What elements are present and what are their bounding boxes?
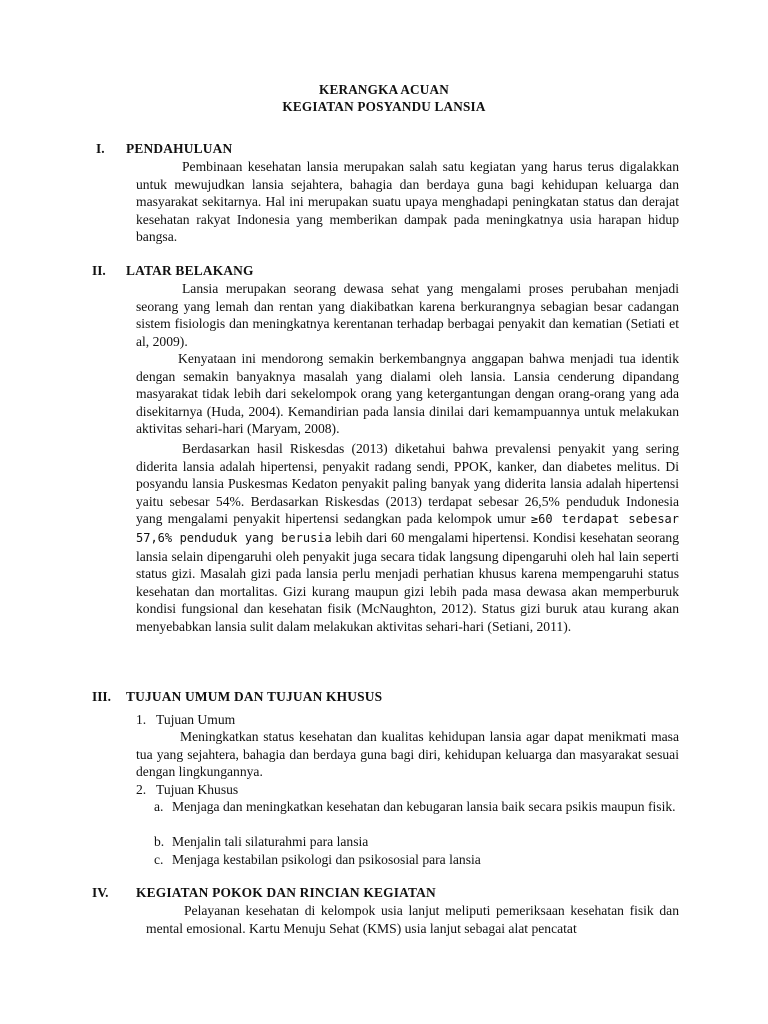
paragraph-3-text-mono: ≥60 terdapat sebesar 57,6% penduduk yang berusia: [136, 512, 679, 545]
list-item-2-text: Tujuan Khusus: [156, 782, 239, 797]
section-4-number: IV.: [92, 885, 109, 900]
section-2-paragraph-1: Lansia merupakan seorang dewasa sehat yang mengalami proses perubahan menjadi seorang yang lemah dan rentan yang diakibatkan karena berkurangnya sebagian besar cadangan sistem fisiologis dan meningkatnya kerentanan terhadap berbagai penyakit dan kematian (Setiati et al, 2009).: [136, 281, 679, 349]
sub-item-c: [154, 851, 679, 869]
section-4-paragraph-1: Pelayanan kesehatan di kelompok usia lanjut meliputi pemeriksaan kesehatan fisik dan mental emosional. Kartu Menuju Sehat (KMS) usia lanjut sebagai alat pencatat: [146, 903, 679, 936]
list-item-1: [136, 711, 235, 729]
sub-item-b: [154, 833, 679, 851]
section-2-paragraph-2: Kenyataan ini mendorong semakin berkembangnya anggapan bahwa menjadi tua identik dengan semakin banyaknya masalah yang dialami oleh lansia. Lansia cenderung dipandang masyarakat tidak lebih dari sekelompok orang yang ketergantungan dengan orang-orang yang ada disekitarnya (Huda, 2004). Kemandirian pada lansia dinilai dari kemampuannya untuk melakukan aktivitas sehari-hari (Maryam, 2008).: [136, 351, 679, 437]
list-item-2-label: 2.: [136, 782, 147, 797]
section-3-item-1-paragraph: Meningkatkan status kesehatan dan kualitas kehidupan lansia agar dapat menikmati masa tua yang sejahtera, bahagia dan berdaya guna bagi diri, kehidupan keluarga dan masyarakat sesuai dengan lingkungannya.: [136, 729, 679, 780]
section-3-title: TUJUAN UMUM DAN TUJUAN KHUSUS: [126, 689, 383, 704]
list-item-1-text: Tujuan Umum: [156, 712, 236, 727]
document-title-line2: KEGIATAN POSYANDU LANSIA: [282, 99, 486, 114]
sub-item-a-label: a.: [154, 799, 164, 814]
section-2-title: LATAR BELAKANG: [126, 263, 254, 278]
section-1-number: I.: [96, 141, 105, 156]
section-2-number: II.: [92, 263, 106, 278]
section-2-paragraph-3: [136, 440, 679, 636]
section-1-paragraph-1: Pembinaan kesehatan lansia merupakan salah satu kegiatan yang harus terus digalakkan untuk mewujudkan lansia sejahtera, bahagia dan berdaya guna bagi kehidupan keluarga dan masyarakat sekitarnya. Hal ini merupakan suatu upaya menghadapi peningkatan status dan derajat kesehatan rakyat Indonesia yang memberikan dampak pada meningkatnya usia harapan hidup bangsa.: [136, 159, 679, 245]
sub-item-a: [154, 798, 679, 816]
sub-item-a-text: Menjaga dan meningkatkan kesehatan dan kebugaran lansia baik secara psikis maupun fisik.: [172, 799, 676, 814]
paragraph-3-text-a: Berdasarkan hasil Riskesdas (2013) diketahui bahwa prevalensi penyakit yang sering diderita lansia adalah hipertensi, penyakit radang sendi, PPOK, kanker, dan diabetes melitus. Di posyandu lansia Puskesmas Kedaton penyakit paling banyak yang diderita lansia adalah hipertensi yaitu sebesar 54%. Berdasarkan Riskesdas (2013) terdapat sebesar 26,5% penduduk Indonesia yang mengalami penyakit hipertensi sedangkan pada kelompok umur: [136, 441, 679, 527]
list-item-1-label: 1.: [136, 712, 147, 727]
section-3-number: III.: [92, 689, 111, 704]
paragraph-3-text-b: lebih dari 60 mengalami hipertensi. Kondisi kesehatan seorang lansia selain dipengaruhi oleh penyakit juga secara tidak langsung dipengaruhi oleh hal lain seperti status gizi. Masalah gizi pada lansia perlu menjadi perhatian khusus karena mempengaruhi status kesehatan dan mortalitas. Gizi kurang maupun gizi lebih pada masa dewasa akan memperburuk kondisi fungsional dan kesehatan fisik (McNaughton, 2012). Status gizi buruk atau kurang akan menyebabkan lansia sulit dalam melakukan aktivitas sehari-hari (Setiani, 2011).: [136, 529, 679, 634]
sub-item-c-label: c.: [154, 852, 164, 867]
list-item-2: [136, 781, 238, 799]
document-title-line1: KERANGKA ACUAN: [319, 82, 449, 97]
sub-item-b-text: Menjalin tali silaturahmi para lansia: [172, 834, 369, 849]
sub-item-c-text: Menjaga kestabilan psikologi dan psikososial para lansia: [172, 852, 481, 867]
sub-item-b-label: b.: [154, 834, 165, 849]
section-1-title: PENDAHULUAN: [126, 141, 233, 156]
section-4-title: KEGIATAN POKOK DAN RINCIAN KEGIATAN: [136, 885, 436, 900]
